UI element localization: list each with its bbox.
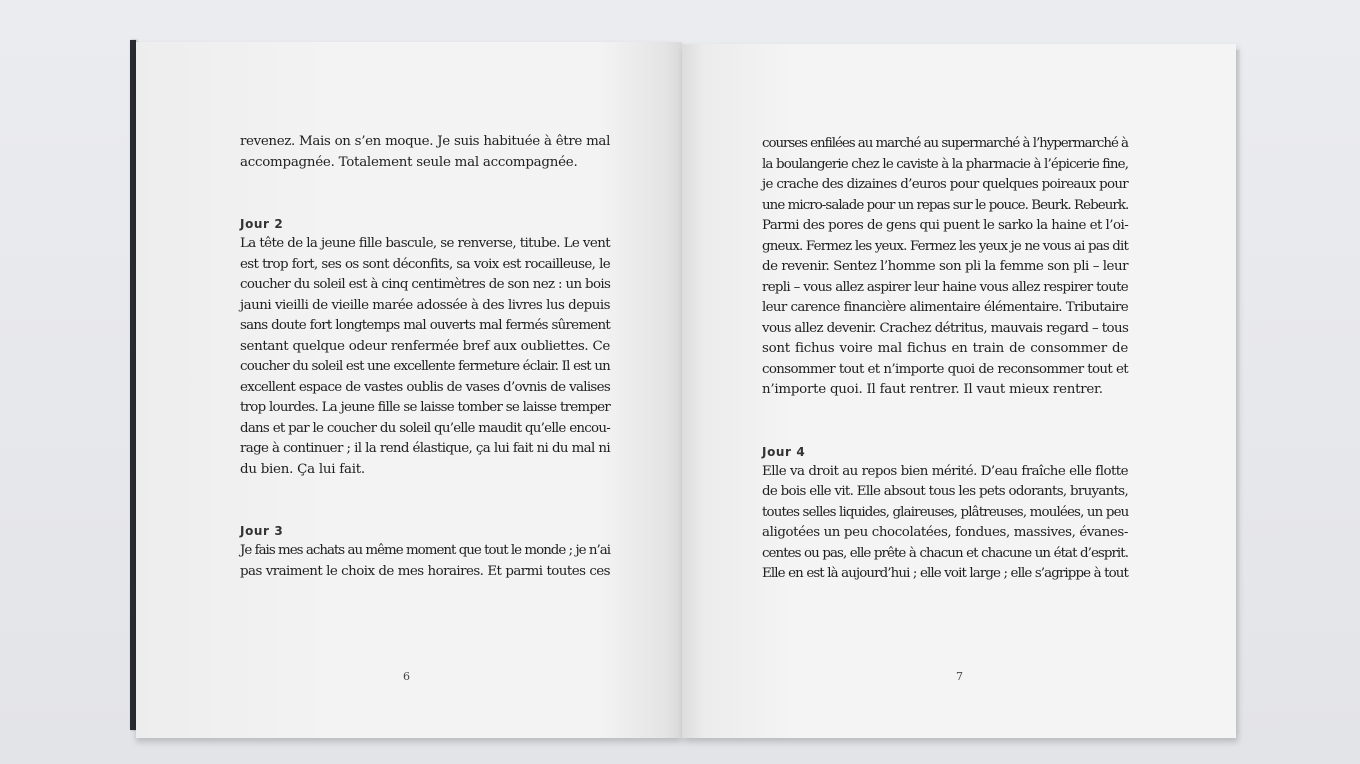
text-line: Parmi des pores de gens qui puent le sarko la haine et l’oi- xyxy=(762,218,1129,233)
text-line: aligotées un peu chocolatées, fondues, massives, évanes- xyxy=(762,525,1128,540)
text-line: sentant quelque odeur renfermée bref aux oubliettes. Ce xyxy=(240,338,610,354)
text-line: de bois elle vit. Elle absout tous les pets odorants, bruyants, xyxy=(762,484,1128,499)
paragraph xyxy=(762,462,1128,585)
text-line: courses enfilées au marché au supermarché à l’hypermarché à xyxy=(762,136,1128,151)
text-line: de revenir. Sentez l’homme son pli la femme son pli – leur xyxy=(762,259,1128,274)
page-number: 6 xyxy=(403,670,410,683)
right-page-text xyxy=(762,134,1128,585)
text-line: La tête de la jeune fille bascule, se renverse, titube. Le vent xyxy=(240,236,610,251)
text-line: trop lourdes. La jeune fille se laisse tomber se laisse tremper xyxy=(240,400,610,415)
text-line: toutes selles liquides, glaireuses, plâtreuses, moulées, un peu xyxy=(762,504,1129,520)
text-line: vous allez devenir. Crachez détritus, mauvais regard – tous xyxy=(762,320,1129,336)
left-page-text xyxy=(240,132,610,582)
section-heading: Jour 2 xyxy=(240,217,284,231)
text-line: pas vraiment le choix de mes horaires. Et parmi toutes ces xyxy=(240,563,610,579)
paragraph xyxy=(240,132,610,173)
section-heading: Jour 3 xyxy=(240,524,284,538)
text-line: Je fais mes achats au même moment que tout le monde ; je n’ai xyxy=(240,543,610,558)
text-line: n’importe quoi. Il faut rentrer. Il vaut mieux rentrer. xyxy=(762,382,1103,397)
text-line: accompagnée. Totalement seule mal accompagnée. xyxy=(240,154,578,170)
text-line: du bien. Ça lui fait. xyxy=(240,461,365,477)
text-line: coucher du soleil est à cinq centimètres de son nez : un bois xyxy=(240,277,611,292)
text-line: une micro-salade pour un repas sur le pouce. Beurk. Rebeurk. xyxy=(762,197,1129,213)
text-line: excellent espace de vastes oublis de vases d’ovnis de valises xyxy=(240,379,610,395)
text-line: sans doute fort longtemps mal ouverts mal fermés sûrement xyxy=(240,318,610,333)
text-line: leur carence financière alimentaire élémentaire. Tributaire xyxy=(762,300,1128,315)
paragraph xyxy=(240,234,610,480)
text-line: consommer tout et n’importe quoi de reconsommer tout et xyxy=(762,361,1128,377)
text-line: repli – vous allez aspirer leur haine vous allez respirer toute xyxy=(762,279,1128,295)
page-number: 7 xyxy=(956,670,963,683)
text-line: est trop fort, ses os sont déconfits, sa voix est rocailleuse, le xyxy=(240,256,610,272)
text-line: rage à continuer ; il la rend élastique, ça lui fait ni du mal ni xyxy=(240,441,610,456)
text-line: Elle va droit au repos bien mérité. D’eau fraîche elle flotte xyxy=(762,463,1128,479)
text-line: dans et par le coucher du soleil qu’elle maudit qu’elle encou- xyxy=(240,420,610,436)
text-line: gneux. Fermez les yeux. Fermez les yeux je ne vous ai pas dit xyxy=(762,238,1128,254)
text-line: coucher du soleil est une excellente fermeture éclair. Il est un xyxy=(240,359,610,374)
text-line: sont fichus voire mal fichus en train de consommer de xyxy=(762,341,1128,356)
text-line: je crache des dizaines d’euros pour quelques poireaux pour xyxy=(762,177,1128,192)
paragraph xyxy=(762,134,1128,401)
paragraph xyxy=(240,541,610,582)
section-heading: Jour 4 xyxy=(762,444,806,459)
text-line: jauni vieilli de vieille marée adossée à des livres lus depuis xyxy=(240,297,610,313)
text-line: revenez. Mais on s’en moque. Je suis habituée à être mal xyxy=(240,134,610,149)
text-line: la boulangerie chez le caviste à la pharmacie à l’épicerie fine, xyxy=(762,156,1129,172)
text-line: centes ou pas, elle prête à chacun et chacune un état d’esprit. xyxy=(762,545,1128,561)
text-line: Elle en est là aujourd’hui ; elle voit large ; elle s’agrippe à tout xyxy=(762,566,1128,581)
